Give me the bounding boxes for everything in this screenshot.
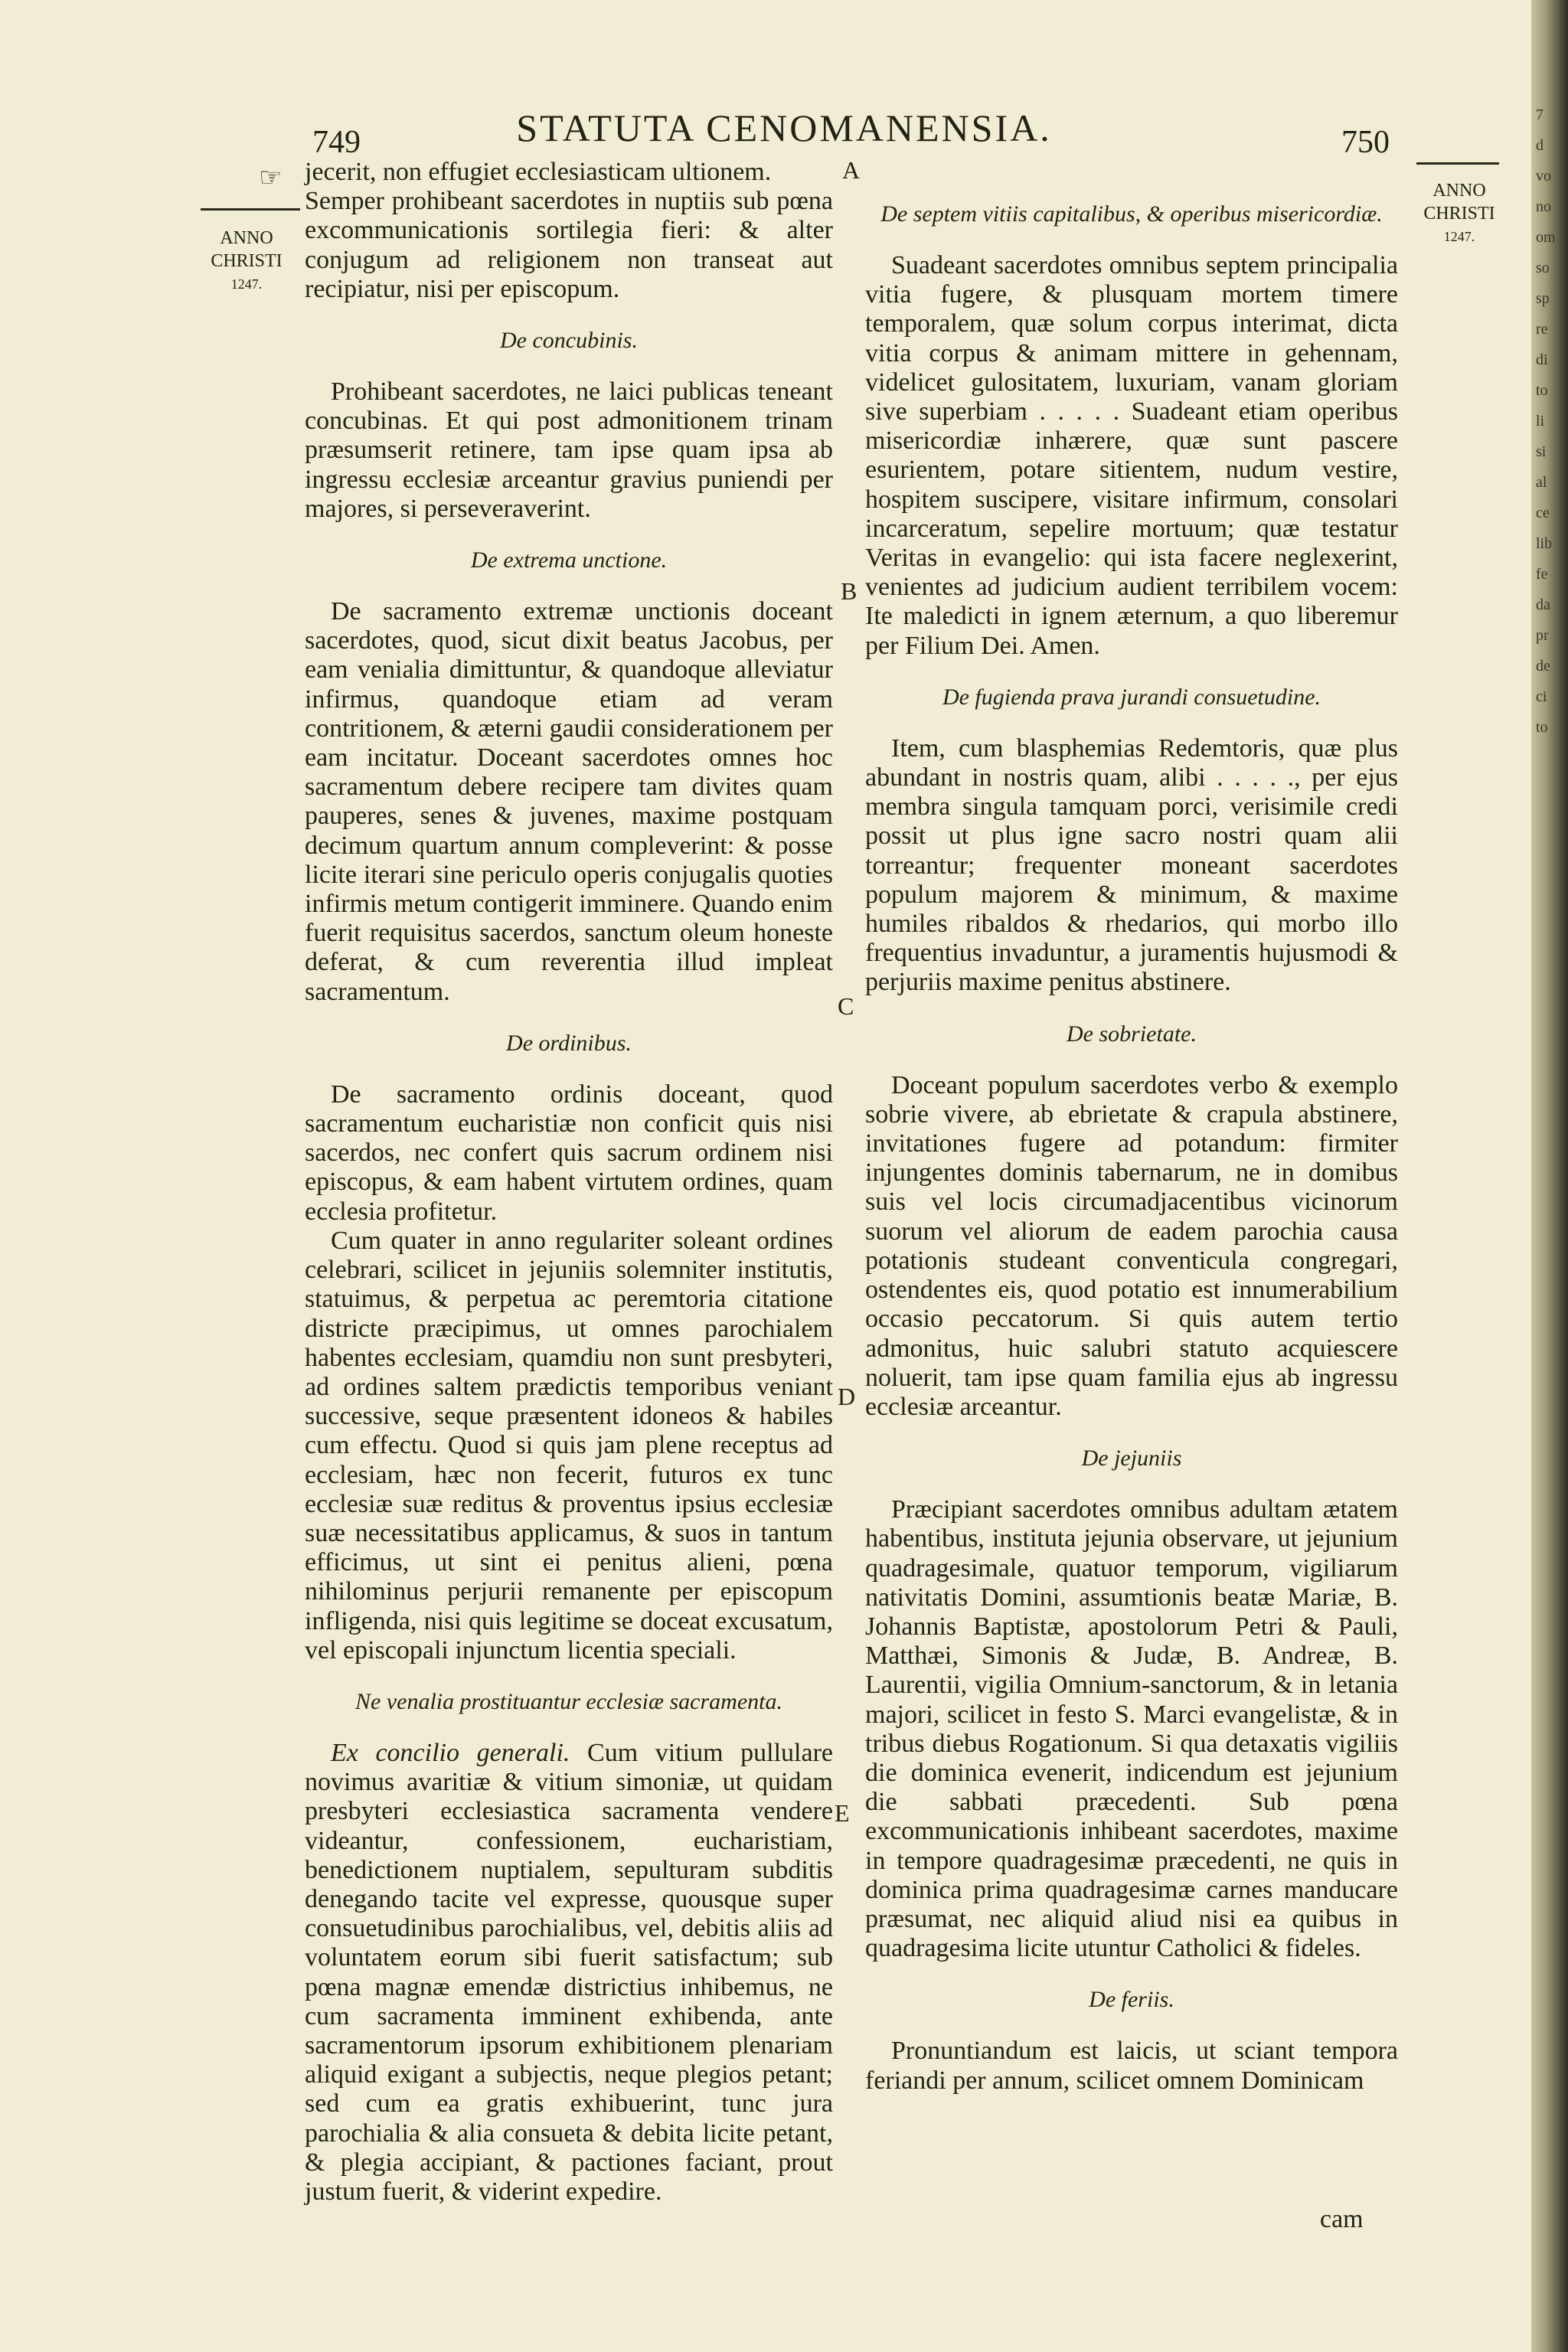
margin-christi: CHRISTI — [211, 251, 283, 271]
paragraph: Cum quater in anno regulariter soleant ordines celebrari, scilicet in jejuniis solemniter institutis, statuimus, & perpetua ac peremtoria citatione districte præcipimus, ut omnes parochialem habentes ecclesiam, quamdiu non sunt presbyteri, ad ordines saltem prædictis temporibus veniant successive, seque præsentent idoneos & habiles cum effectu. Quod si quis jam plene receptus ad ecclesiam, hæc non fecerit, futuros ex tunc ecclesiæ suæ reditus & proventus ipsius ecclesiæ suæ necessitatibus applicamus, & suos in tantum efficimus, ut sint ei penitus alieni, pœna nihilominus perjurii remanente per episcopum infligenda, nisi quis legitime se doceat excusatum, vel episcopali injunctum licentia speciali. — [305, 1226, 833, 1664]
margin-anno: ANNO — [1432, 181, 1486, 201]
paragraph — [305, 1739, 833, 2207]
right-margin-note — [1413, 179, 1505, 248]
right-page-number: 750 — [1341, 125, 1390, 160]
edge-fragment: de — [1536, 658, 1550, 675]
paragraph-body: Cum vitium pullulare novimus avaritiæ & vitium simoniæ, ut quidam presbyteri ecclesiastica sacramenta vendere videantur, confessionem, eucharistiam, benedictionem nuptialem, sepulturam subditis denegando tacite vel expresse, quousque super consuetudinibus parochialibus, vel, debitis aliis ad voluntatem eorum sibi fuerit satisfactum; sub pœna magnæ emendæ districtius inhibemus, ne cum sacramenta imminent exhibenda, ante sacramentorum ipsorum exhibitionem plenariam aliquid exigant a subjectis, neque plegios petant; sed cum ea gratis exhibuerint, tunc jura parochialia & alia consueta & debita licite petant, & plegia accipiant, & pactiones faciant, prout justum fuerit, & viderint expedire. — [305, 1738, 833, 2206]
edge-fragment: d — [1536, 137, 1544, 154]
right-text-column — [865, 178, 1398, 2096]
paragraph: De sacramento ordinis doceant, quod sacramentum eucharistiæ non conficit quis nisi sacerdos, nec confert quis sacrum ordinem nisi episcopus, & eam habent virtutem ordines, quam ecclesia profitetur. — [305, 1080, 833, 1226]
edge-fragment: vo — [1536, 168, 1551, 185]
margin-year: 1247. — [1443, 229, 1475, 244]
section-heading: De jejuniis — [1081, 1446, 1182, 1472]
side-letter-a: A — [842, 156, 861, 184]
edge-fragment: re — [1536, 321, 1548, 338]
adjacent-page-text — [1536, 100, 1566, 743]
side-letter-c: C — [838, 992, 854, 1020]
section-heading: De extrema unctione. — [470, 547, 668, 573]
edge-fragment: fe — [1536, 566, 1548, 583]
edge-fragment: da — [1536, 596, 1550, 613]
section-heading: De fugienda prava jurandi consuetudine. — [942, 684, 1321, 710]
paragraph: jecerit, non effugiet ecclesiasticam ultionem. — [305, 158, 772, 186]
section-heading: De sobrietate. — [1067, 1021, 1197, 1047]
paragraph: Præcipiant sacerdotes omnibus adultam ætatem habentibus, instituta jejunia observare, ut jejunium quadragesimale, quatuor temporum, vigiliarum nativitatis Domini, assumtionis beatæ Mariæ, B. Johannis Baptistæ, apostolorum Petri & Pauli, Matthæi, Simonis & Judæ, B. Andreæ, B. Laurentii, vigilia Omnium-sanctorum, & in letania majori, scilicet in festo S. Marci evangelistæ, & in tribus diebus Rogationum. Si qua detaxatis vigiliis die dominica evenerit, indicendum est jejunium die sabbati præcedenti. Sub pœna excommunicationis inhibeant sacerdotes, maxime in tempore quadragesimæ præcedenti, ne quis in dominica prima quadragesimæ carnes manducare præsumat, nec aliquid aliud nisi ea quibus in quadragesima licite utuntur Catholici & fideles. — [865, 1495, 1398, 1963]
paragraph: Item, cum blasphemias Redemtoris, quæ plus abundant in nostris quam, alibi . . . . ., per ejus membra singula tamquam porci, verisimile credi possit ut plus igne sacro nostri quam alii torreantur; frequenter moneant sacerdotes populum majorem & minimum, & maxime humiles ribaldos & rhedarios, qui morbo illo frequentius invaduntur, a juramentis hujusmodi & perjuriis maxime penitus abstinere. — [865, 733, 1398, 997]
margin-year: 1247. — [230, 276, 263, 292]
pointing-hand-icon: ☞ — [259, 164, 283, 192]
paragraph: Prohibeant sacerdotes, ne laici publicas teneant concubinas. Et qui post admonitionem trinam præsumserit retinere, tam ipse quam ipsa ab ingressu ecclesiæ arceantur gravius puniendi per majores, si perseveraverint. — [305, 377, 833, 523]
edge-fragment: si — [1536, 443, 1547, 460]
edge-fragment: ce — [1536, 505, 1550, 521]
right-margin-rule — [1416, 162, 1499, 165]
side-letter-b: B — [841, 577, 858, 605]
edge-fragment: to — [1536, 382, 1548, 399]
edge-fragment: so — [1536, 260, 1550, 276]
section-heading: De feriis. — [1089, 1987, 1174, 2013]
edge-fragment: lib — [1536, 535, 1553, 552]
edge-fragment: di — [1536, 351, 1548, 368]
paragraph: Pronuntiandum est laicis, ut sciant tempora feriandi per annum, scilicet omnem Dominicam — [865, 2037, 1398, 2095]
page-running-title: STATUTA CENOMANENSIA. — [516, 106, 1052, 149]
paragraph: Doceant populum sacerdotes verbo & exemplo sobrie vivere, ab ebrietate & crapula abstinere, invitationes fugere ad potandum: firmiter injungentes dominis tabernarum, ne in domibus suis vel locis circumadjacentibus vicinorum suorum vel aliorum de eadem parochia causa potationis studeant conventicula congregari, ostendentes eis, quod potatio est innumerabilium occasio peccatorum. Si quis autem tertio admonitus, huic salubri statuto acquiescere noluerit, tam ipse quam familia ejus ab ingressu ecclesiæ arceantur. — [865, 1070, 1398, 1421]
left-page-number: 749 — [312, 125, 361, 160]
side-letter-e: E — [835, 1799, 850, 1827]
margin-anno: ANNO — [220, 228, 273, 248]
section-heading: De ordinibus. — [506, 1030, 632, 1056]
section-heading: De septem vitiis capitalibus, & operibus misericordiæ. — [880, 201, 1383, 227]
side-letter-d: D — [838, 1383, 856, 1410]
section-heading: De concubinis. — [500, 328, 638, 354]
edge-fragment: 7 — [1536, 106, 1544, 123]
edge-fragment: li — [1536, 413, 1545, 430]
left-text-column — [305, 158, 833, 2207]
left-margin-rule — [201, 208, 300, 211]
edge-fragment: to — [1536, 719, 1548, 736]
margin-christi: CHRISTI — [1423, 204, 1495, 224]
edge-fragment: om — [1536, 229, 1556, 246]
edge-fragment: ci — [1536, 688, 1547, 705]
edge-fragment: no — [1536, 198, 1551, 215]
paragraph: Suadeant sacerdotes omnibus septem principalia vitia fugere, & plusquam mortem timere temporalem, quæ solum corpus interimat, dicta vitia corpus & animam mittere in gehennam, videlicet gulositatem, luxuriam, vanam gloriam sive superbiam . . . . . Suadeant etiam operibus misericordiæ inhærere, quæ sunt pascere esurientem, potare sitientem, nudum vestire, hospitem suscipere, visitare infirmum, consolari incarceratum, sepelire mortuum; quæ testatur Veritas in evangelio: qui ista facere neglexerint, venientes ad judicium audient terribilem vocem: Ite maledicti in ignem æternum, a quo liberemur per Filium Dei. Amen. — [865, 251, 1398, 660]
left-margin-note — [201, 227, 292, 296]
catchword: cam — [1320, 2205, 1364, 2233]
paragraph: De sacramento extremæ unctionis doceant sacerdotes, quod, sicut dixit beatus Jacobus, per eam venialia dimittuntur, & quandoque alleviatur infirmus, quandoque etiam ad veram contritionem, & æterni gaudii considerationem per eam incitatur. Doceant sacerdotes omnes hoc sacramentum debere recipere tam divites quam pauperes, senes & juvenes, maxime postquam decimum quartum annum compleverint: & posse licite iterari sine periculo operis conjugalis quoties infirmis metum contigerit imminere. Quando enim fuerit requisitus sacerdos, sanctum oleum honeste deferat, & cum reverentia illud impleat sacramentum. — [305, 597, 833, 1006]
section-heading: Ne venalia prostituantur ecclesiæ sacramenta. — [355, 1688, 782, 1714]
edge-fragment: pr — [1536, 627, 1549, 644]
paragraph: Semper prohibeant sacerdotes in nuptiis sub pœna excommunicationis sortilegia fieri: & alter conjugum ad religionem non transeat aut recipiatur, nisi per episcopum. — [305, 187, 833, 303]
edge-fragment: sp — [1536, 290, 1550, 307]
paragraph-lead: Ex concilio generali. — [331, 1738, 570, 1767]
edge-fragment: al — [1536, 474, 1547, 491]
